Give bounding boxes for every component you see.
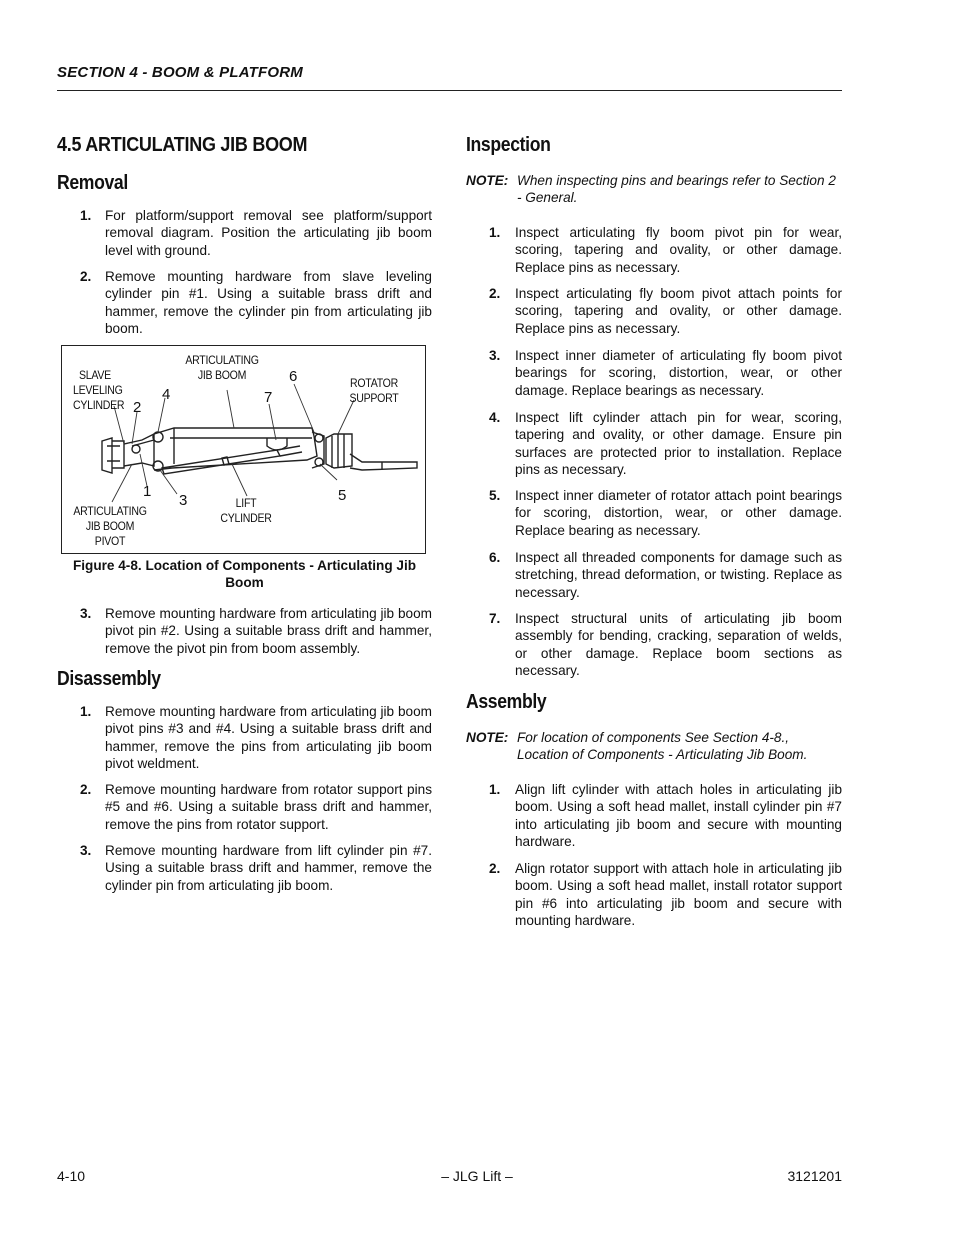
removal-step-1: 1. For platform/support removal see platform/support removal diagram. Position the articulating jib boom level with ground. bbox=[80, 208, 432, 258]
callout-3: 3 bbox=[179, 492, 188, 509]
assembly-heading: Assembly bbox=[466, 691, 547, 713]
pin-6-circle bbox=[315, 434, 323, 442]
figure-articulating-jib-boom bbox=[61, 345, 426, 554]
label-articulating-jib-boom: ARTICULATING JIB BOOM bbox=[185, 353, 259, 382]
inspection-step-3: 3. Inspect inner diameter of articulating fly boom pivot bearings for scoring, distortion, wear, or other damage. Replace bearings as necessary. bbox=[489, 348, 842, 398]
section-title: SECTION 4 - BOOM & PLATFORM bbox=[57, 64, 303, 81]
inspection-note: NOTE: When inspecting pins and bearings refer to Section 2 - General. bbox=[466, 173, 836, 206]
platform-support-arm bbox=[350, 454, 417, 470]
inspection-step-5: 5. Inspect inner diameter of rotator attach point bearings for scoring, distortion, wear, or other damage. Replace bearing as necessary. bbox=[489, 488, 842, 538]
inspection-step-6: 6. Inspect all threaded components for damage such as stretching, thread deformation, or twisting. Replace as necessary. bbox=[489, 550, 842, 600]
callout-1: 1 bbox=[143, 483, 152, 500]
disassembly-heading: Disassembly bbox=[57, 668, 161, 690]
label-lift-cylinder: LIFT CYLINDER bbox=[220, 496, 272, 525]
disassembly-step-1: 1. Remove mounting hardware from articulating jib boom pivot pins #3 and #4. Using a suitable brass drift and hammer, remove the pins from articulating jib boom pivot weldment. bbox=[80, 704, 432, 771]
inspection-heading: Inspection bbox=[466, 134, 551, 156]
document-number: 3121201 bbox=[787, 1168, 842, 1184]
removal-step-3: 3. Remove mounting hardware from articulating jib boom pivot pin #2. Using a suitable brass drift and hammer, remove the pivot pin from boom assembly. bbox=[80, 606, 432, 656]
callout-5: 5 bbox=[338, 487, 347, 504]
removal-heading: Removal bbox=[57, 172, 128, 194]
label-slave-leveling-cylinder: SLAVE LEVELING CYLINDER bbox=[73, 368, 125, 412]
page-number: 4-10 bbox=[57, 1168, 86, 1184]
assembly-note: NOTE: For location of components See Section 4-8., Location of Components - Articulating Jib Boom. bbox=[466, 730, 808, 763]
pivot-weldment-left-plate bbox=[102, 438, 112, 473]
inspection-step-4: 4. Inspect lift cylinder attach pin for wear, scoring, tapering and ovality, or other damage. Ensure pin surfaces are protected prior to installation. Replace pins as necessary. bbox=[489, 410, 842, 477]
callout-4: 4 bbox=[162, 386, 171, 403]
removal-step-2: 2. Remove mounting hardware from slave leveling cylinder pin #1. Using a suitable brass drift and hammer, remove the cylinder pin from articulating jib boom. bbox=[80, 269, 432, 336]
inspection-step-7: 7. Inspect structural units of articulating jib boom assembly for bending, cracking, separation of welds, or other damage. Replace boom sections as necessary. bbox=[489, 611, 842, 678]
pivot-weldment bbox=[124, 434, 154, 466]
disassembly-step-3: 3. Remove mounting hardware from lift cylinder pin #7. Using a suitable brass drift and hammer, remove the cylinder pin from articulating jib boom. bbox=[80, 843, 432, 893]
callout-2: 2 bbox=[133, 399, 142, 416]
label-rotator-support: ROTATOR SUPPORT bbox=[349, 376, 399, 405]
inspection-step-1: 1. Inspect articulating fly boom pivot pin for wear, scoring, tapering and ovality, or other damage. Replace pins as necessary. bbox=[489, 225, 842, 275]
inspection-step-2: 2. Inspect articulating fly boom pivot attach points for scoring, tapering and ovality, or other damage. Replace pins as necessary. bbox=[489, 286, 842, 336]
callout-6: 6 bbox=[289, 368, 298, 385]
assembly-step-1: 1. Align lift cylinder with attach holes in articulating jib boom. Using a soft head mallet, install cylinder pin #7 into articulating jib boom and secure with mounting hardware. bbox=[489, 782, 842, 849]
callout-7: 7 bbox=[264, 389, 273, 406]
rotator-support bbox=[326, 434, 352, 468]
disassembly-step-2: 2. Remove mounting hardware from rotator support pins #5 and #6. Using a suitable brass drift and hammer, remove the pins from rotator support. bbox=[80, 782, 432, 832]
main-title: 4.5 ARTICULATING JIB BOOM bbox=[57, 134, 308, 156]
footer-brand: – JLG Lift – bbox=[441, 1168, 513, 1184]
label-articulating-jib-boom-pivot: ARTICULATING JIB BOOM PIVOT bbox=[73, 504, 147, 548]
jib-boom-outline bbox=[154, 428, 317, 470]
pin-5-circle bbox=[315, 458, 323, 466]
assembly-step-2: 2. Align rotator support with attach hole in articulating jib boom. Using a soft head mallet, install rotator support pin #6 into articulating jib boom and secure with mounting hardware. bbox=[489, 861, 842, 928]
section-header bbox=[57, 64, 842, 91]
figure-caption: Figure 4-8. Location of Components - Articulating Jib Boom bbox=[72, 558, 417, 590]
